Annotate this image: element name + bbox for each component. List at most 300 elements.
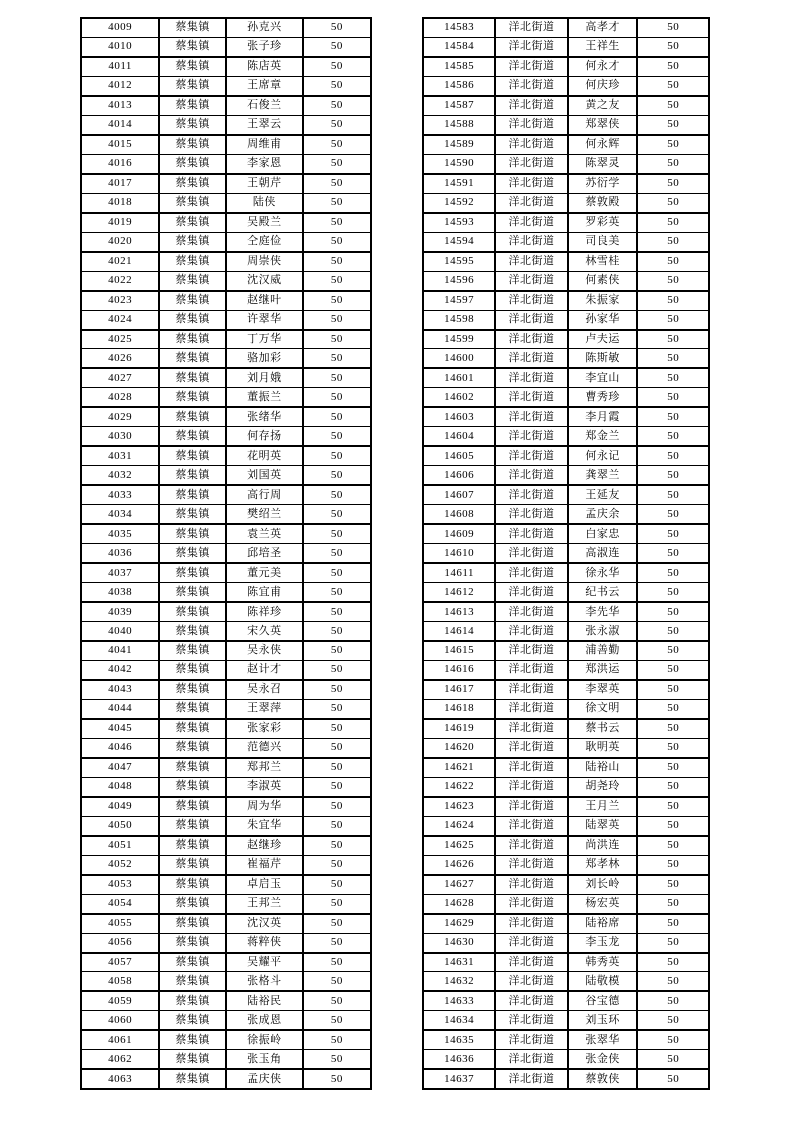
cell-amount: 50 xyxy=(637,758,709,777)
cell-district: 洋北街道 xyxy=(495,446,567,465)
table-row xyxy=(423,349,709,368)
cell-id: 4019 xyxy=(81,213,159,232)
table-row xyxy=(423,466,709,485)
cell-person-name: 郑金兰 xyxy=(568,427,638,446)
cell-amount: 50 xyxy=(637,855,709,874)
cell-id: 14584 xyxy=(423,37,495,56)
cell-amount: 50 xyxy=(303,349,371,368)
cell-person-name: 张玉角 xyxy=(226,1050,303,1069)
cell-district: 洋北街道 xyxy=(495,368,567,387)
table-row xyxy=(81,1011,371,1030)
cell-district: 蔡集镇 xyxy=(159,991,226,1010)
cell-amount: 50 xyxy=(637,213,709,232)
cell-id: 14611 xyxy=(423,563,495,582)
cell-person-name: 陈祥珍 xyxy=(226,602,303,621)
cell-district: 洋北街道 xyxy=(495,76,567,95)
table-row xyxy=(81,524,371,543)
cell-person-name: 袁兰英 xyxy=(226,524,303,543)
cell-amount: 50 xyxy=(637,76,709,95)
table-row xyxy=(423,368,709,387)
cell-id: 4059 xyxy=(81,991,159,1010)
cell-id: 14610 xyxy=(423,544,495,563)
cell-amount: 50 xyxy=(637,1011,709,1030)
cell-id: 14594 xyxy=(423,232,495,251)
cell-amount: 50 xyxy=(303,933,371,952)
cell-district: 蔡集镇 xyxy=(159,622,226,641)
cell-district: 洋北街道 xyxy=(495,37,567,56)
cell-amount: 50 xyxy=(303,738,371,757)
cell-amount: 50 xyxy=(303,330,371,349)
cell-amount: 50 xyxy=(303,680,371,699)
cell-id: 14602 xyxy=(423,388,495,407)
cell-person-name: 郑洪运 xyxy=(568,660,638,679)
table-row xyxy=(423,660,709,679)
table-row xyxy=(81,485,371,504)
table-row xyxy=(81,1069,371,1088)
cell-person-name: 林雪桂 xyxy=(568,252,638,271)
cell-person-name: 王朝芹 xyxy=(226,174,303,193)
cell-amount: 50 xyxy=(303,777,371,796)
cell-district: 洋北街道 xyxy=(495,991,567,1010)
cell-id: 4051 xyxy=(81,836,159,855)
cell-person-name: 张家彩 xyxy=(226,719,303,738)
cell-district: 蔡集镇 xyxy=(159,57,226,76)
cell-amount: 50 xyxy=(637,680,709,699)
cell-id: 14631 xyxy=(423,953,495,972)
table-row xyxy=(81,836,371,855)
table-row xyxy=(423,37,709,56)
cell-amount: 50 xyxy=(637,660,709,679)
cell-district: 蔡集镇 xyxy=(159,1050,226,1069)
table-row xyxy=(81,699,371,718)
cell-district: 蔡集镇 xyxy=(159,953,226,972)
cell-person-name: 谷宝德 xyxy=(568,991,638,1010)
table-row xyxy=(81,563,371,582)
table-row xyxy=(423,544,709,563)
cell-district: 蔡集镇 xyxy=(159,797,226,816)
cell-id: 14601 xyxy=(423,368,495,387)
cell-amount: 50 xyxy=(303,271,371,290)
cell-person-name: 王祥生 xyxy=(568,37,638,56)
cell-amount: 50 xyxy=(637,836,709,855)
cell-amount: 50 xyxy=(303,875,371,894)
cell-id: 4009 xyxy=(81,18,159,37)
cell-district: 蔡集镇 xyxy=(159,135,226,154)
cell-district: 蔡集镇 xyxy=(159,699,226,718)
table-row xyxy=(423,875,709,894)
table-row xyxy=(81,330,371,349)
cell-amount: 50 xyxy=(303,96,371,115)
cell-district: 洋北街道 xyxy=(495,154,567,173)
cell-amount: 50 xyxy=(303,18,371,37)
cell-id: 4047 xyxy=(81,758,159,777)
cell-person-name: 陆裕席 xyxy=(568,914,638,933)
table-row xyxy=(81,602,371,621)
cell-id: 14597 xyxy=(423,291,495,310)
cell-id: 14615 xyxy=(423,641,495,660)
cell-id: 14627 xyxy=(423,875,495,894)
cell-id: 4037 xyxy=(81,563,159,582)
cell-person-name: 郑孝林 xyxy=(568,855,638,874)
table-row xyxy=(423,699,709,718)
cell-district: 洋北街道 xyxy=(495,719,567,738)
cell-person-name: 李翠英 xyxy=(568,680,638,699)
cell-district: 蔡集镇 xyxy=(159,446,226,465)
table-row xyxy=(81,583,371,602)
table-row xyxy=(81,76,371,95)
cell-district: 洋北街道 xyxy=(495,388,567,407)
table-row xyxy=(81,505,371,524)
cell-id: 4044 xyxy=(81,699,159,718)
table-row xyxy=(423,1030,709,1049)
cell-id: 14599 xyxy=(423,330,495,349)
cell-amount: 50 xyxy=(303,407,371,426)
cell-id: 14624 xyxy=(423,816,495,835)
cell-district: 洋北街道 xyxy=(495,466,567,485)
cell-amount: 50 xyxy=(303,1030,371,1049)
cell-district: 蔡集镇 xyxy=(159,914,226,933)
cell-person-name: 尚洪连 xyxy=(568,836,638,855)
table-row xyxy=(81,18,371,37)
cell-district: 洋北街道 xyxy=(495,193,567,212)
cell-amount: 50 xyxy=(637,544,709,563)
cell-person-name: 吴殿兰 xyxy=(226,213,303,232)
table-row xyxy=(81,797,371,816)
cell-person-name: 郑邦兰 xyxy=(226,758,303,777)
table-row xyxy=(81,953,371,972)
table-row xyxy=(423,505,709,524)
cell-id: 4012 xyxy=(81,76,159,95)
cell-person-name: 张翠华 xyxy=(568,1030,638,1049)
cell-district: 蔡集镇 xyxy=(159,291,226,310)
cell-person-name: 陆翠英 xyxy=(568,816,638,835)
left-table xyxy=(80,17,372,1090)
table-row xyxy=(81,544,371,563)
cell-amount: 50 xyxy=(303,758,371,777)
cell-district: 蔡集镇 xyxy=(159,271,226,290)
cell-district: 洋北街道 xyxy=(495,1011,567,1030)
cell-id: 4022 xyxy=(81,271,159,290)
cell-id: 14613 xyxy=(423,602,495,621)
table-row xyxy=(423,1011,709,1030)
cell-amount: 50 xyxy=(637,933,709,952)
cell-district: 洋北街道 xyxy=(495,115,567,134)
cell-person-name: 蒋粹侠 xyxy=(226,933,303,952)
cell-person-name: 何素侠 xyxy=(568,271,638,290)
cell-district: 蔡集镇 xyxy=(159,738,226,757)
cell-id: 14585 xyxy=(423,57,495,76)
cell-amount: 50 xyxy=(637,330,709,349)
cell-id: 4052 xyxy=(81,855,159,874)
cell-district: 蔡集镇 xyxy=(159,505,226,524)
table-row xyxy=(423,135,709,154)
table-row xyxy=(81,427,371,446)
table-row xyxy=(81,894,371,913)
table-row xyxy=(81,641,371,660)
table-row xyxy=(81,855,371,874)
cell-person-name: 韩秀英 xyxy=(568,953,638,972)
cell-person-name: 白家忠 xyxy=(568,524,638,543)
cell-id: 4040 xyxy=(81,622,159,641)
cell-id: 14625 xyxy=(423,836,495,855)
cell-id: 14607 xyxy=(423,485,495,504)
cell-amount: 50 xyxy=(637,96,709,115)
cell-district: 洋北街道 xyxy=(495,797,567,816)
table-row xyxy=(81,777,371,796)
cell-person-name: 陆侠 xyxy=(226,193,303,212)
cell-person-name: 骆加彩 xyxy=(226,349,303,368)
cell-district: 洋北街道 xyxy=(495,330,567,349)
cell-id: 4049 xyxy=(81,797,159,816)
cell-person-name: 李玉龙 xyxy=(568,933,638,952)
cell-district: 蔡集镇 xyxy=(159,777,226,796)
cell-district: 洋北街道 xyxy=(495,271,567,290)
table-row xyxy=(81,914,371,933)
table-row xyxy=(81,680,371,699)
cell-person-name: 陆敬模 xyxy=(568,972,638,991)
cell-district: 蔡集镇 xyxy=(159,232,226,251)
cell-amount: 50 xyxy=(637,1050,709,1069)
cell-person-name: 吴永召 xyxy=(226,680,303,699)
cell-id: 4034 xyxy=(81,505,159,524)
cell-amount: 50 xyxy=(303,1069,371,1088)
table-row xyxy=(81,407,371,426)
cell-person-name: 刘玉环 xyxy=(568,1011,638,1030)
cell-amount: 50 xyxy=(303,641,371,660)
cell-id: 4057 xyxy=(81,953,159,972)
cell-id: 14592 xyxy=(423,193,495,212)
cell-amount: 50 xyxy=(303,544,371,563)
cell-person-name: 李宜山 xyxy=(568,368,638,387)
cell-id: 14614 xyxy=(423,622,495,641)
cell-district: 洋北街道 xyxy=(495,953,567,972)
table-row xyxy=(423,855,709,874)
table-row xyxy=(423,777,709,796)
table-row xyxy=(423,1050,709,1069)
cell-district: 蔡集镇 xyxy=(159,583,226,602)
cell-person-name: 张金侠 xyxy=(568,1050,638,1069)
cell-person-name: 王月兰 xyxy=(568,797,638,816)
cell-district: 蔡集镇 xyxy=(159,602,226,621)
cell-person-name: 陆裕山 xyxy=(568,758,638,777)
cell-id: 4060 xyxy=(81,1011,159,1030)
cell-person-name: 何存扬 xyxy=(226,427,303,446)
cell-id: 14634 xyxy=(423,1011,495,1030)
cell-amount: 50 xyxy=(637,1030,709,1049)
cell-id: 14616 xyxy=(423,660,495,679)
cell-person-name: 周为华 xyxy=(226,797,303,816)
cell-district: 洋北街道 xyxy=(495,602,567,621)
cell-person-name: 纪书云 xyxy=(568,583,638,602)
cell-amount: 50 xyxy=(637,271,709,290)
cell-district: 洋北街道 xyxy=(495,622,567,641)
cell-district: 洋北街道 xyxy=(495,583,567,602)
cell-person-name: 曹秀珍 xyxy=(568,388,638,407)
cell-district: 蔡集镇 xyxy=(159,407,226,426)
cell-id: 14626 xyxy=(423,855,495,874)
cell-amount: 50 xyxy=(303,972,371,991)
cell-id: 14630 xyxy=(423,933,495,952)
cell-amount: 50 xyxy=(637,816,709,835)
cell-amount: 50 xyxy=(303,797,371,816)
cell-amount: 50 xyxy=(303,583,371,602)
cell-amount: 50 xyxy=(637,485,709,504)
cell-id: 4024 xyxy=(81,310,159,329)
cell-person-name: 吴耀平 xyxy=(226,953,303,972)
cell-person-name: 徐文明 xyxy=(568,699,638,718)
table-row xyxy=(423,758,709,777)
cell-id: 14635 xyxy=(423,1030,495,1049)
table-row xyxy=(423,271,709,290)
cell-amount: 50 xyxy=(303,310,371,329)
cell-district: 洋北街道 xyxy=(495,641,567,660)
cell-amount: 50 xyxy=(637,115,709,134)
cell-person-name: 何永记 xyxy=(568,446,638,465)
cell-person-name: 徐永华 xyxy=(568,563,638,582)
cell-district: 洋北街道 xyxy=(495,933,567,952)
cell-id: 4050 xyxy=(81,816,159,835)
table-row xyxy=(81,310,371,329)
table-row xyxy=(423,388,709,407)
cell-person-name: 刘月娥 xyxy=(226,368,303,387)
cell-amount: 50 xyxy=(637,953,709,972)
cell-amount: 50 xyxy=(303,563,371,582)
cell-person-name: 蔡书云 xyxy=(568,719,638,738)
cell-district: 洋北街道 xyxy=(495,914,567,933)
cell-amount: 50 xyxy=(637,622,709,641)
cell-person-name: 范德兴 xyxy=(226,738,303,757)
cell-id: 4046 xyxy=(81,738,159,757)
cell-amount: 50 xyxy=(637,505,709,524)
table-row xyxy=(81,388,371,407)
cell-amount: 50 xyxy=(637,602,709,621)
cell-amount: 50 xyxy=(637,18,709,37)
cell-person-name: 张成恩 xyxy=(226,1011,303,1030)
cell-district: 蔡集镇 xyxy=(159,388,226,407)
cell-amount: 50 xyxy=(303,855,371,874)
cell-person-name: 蔡敦侠 xyxy=(568,1069,638,1088)
cell-amount: 50 xyxy=(303,1011,371,1030)
table-row xyxy=(423,330,709,349)
table-row xyxy=(423,894,709,913)
cell-district: 洋北街道 xyxy=(495,57,567,76)
cell-person-name: 陆裕民 xyxy=(226,991,303,1010)
cell-amount: 50 xyxy=(303,232,371,251)
cell-person-name: 孟庆余 xyxy=(568,505,638,524)
cell-id: 4041 xyxy=(81,641,159,660)
cell-amount: 50 xyxy=(303,174,371,193)
cell-id: 4035 xyxy=(81,524,159,543)
cell-person-name: 孟庆侠 xyxy=(226,1069,303,1088)
cell-district: 蔡集镇 xyxy=(159,933,226,952)
cell-id: 14600 xyxy=(423,349,495,368)
cell-person-name: 杨宏英 xyxy=(568,894,638,913)
cell-person-name: 张格斗 xyxy=(226,972,303,991)
cell-amount: 50 xyxy=(637,738,709,757)
cell-amount: 50 xyxy=(637,875,709,894)
cell-district: 蔡集镇 xyxy=(159,485,226,504)
cell-district: 洋北街道 xyxy=(495,18,567,37)
cell-amount: 50 xyxy=(637,310,709,329)
table-row xyxy=(423,154,709,173)
cell-district: 洋北街道 xyxy=(495,894,567,913)
cell-id: 14628 xyxy=(423,894,495,913)
cell-person-name: 苏衍学 xyxy=(568,174,638,193)
cell-id: 4029 xyxy=(81,407,159,426)
cell-id: 4011 xyxy=(81,57,159,76)
cell-amount: 50 xyxy=(637,252,709,271)
cell-id: 4055 xyxy=(81,914,159,933)
cell-person-name: 胡尧玲 xyxy=(568,777,638,796)
cell-person-name: 陈翠灵 xyxy=(568,154,638,173)
table-row xyxy=(423,680,709,699)
table-row xyxy=(423,1069,709,1088)
cell-person-name: 崔福芹 xyxy=(226,855,303,874)
cell-person-name: 何庆珍 xyxy=(568,76,638,95)
cell-person-name: 张永淑 xyxy=(568,622,638,641)
table-row xyxy=(81,368,371,387)
table-row xyxy=(423,446,709,465)
cell-district: 洋北街道 xyxy=(495,738,567,757)
cell-district: 洋北街道 xyxy=(495,816,567,835)
cell-amount: 50 xyxy=(303,699,371,718)
cell-person-name: 石俊兰 xyxy=(226,96,303,115)
cell-id: 4043 xyxy=(81,680,159,699)
cell-district: 蔡集镇 xyxy=(159,563,226,582)
cell-id: 4062 xyxy=(81,1050,159,1069)
cell-amount: 50 xyxy=(637,174,709,193)
cell-person-name: 丁万华 xyxy=(226,330,303,349)
cell-person-name: 何永才 xyxy=(568,57,638,76)
table-row xyxy=(81,1030,371,1049)
cell-district: 洋北街道 xyxy=(495,680,567,699)
cell-id: 4039 xyxy=(81,602,159,621)
cell-district: 蔡集镇 xyxy=(159,524,226,543)
table-row xyxy=(81,271,371,290)
table-row xyxy=(423,485,709,504)
cell-person-name: 王席章 xyxy=(226,76,303,95)
cell-amount: 50 xyxy=(637,193,709,212)
cell-district: 洋北街道 xyxy=(495,1030,567,1049)
table-row xyxy=(423,524,709,543)
table-row xyxy=(423,602,709,621)
cell-id: 4026 xyxy=(81,349,159,368)
cell-amount: 50 xyxy=(303,602,371,621)
cell-id: 4017 xyxy=(81,174,159,193)
cell-person-name: 沈汉威 xyxy=(226,271,303,290)
table-row xyxy=(81,154,371,173)
table-row xyxy=(423,836,709,855)
table-row xyxy=(423,232,709,251)
cell-id: 14633 xyxy=(423,991,495,1010)
cell-amount: 50 xyxy=(637,797,709,816)
cell-district: 洋北街道 xyxy=(495,1069,567,1088)
table-row xyxy=(81,96,371,115)
cell-id: 14590 xyxy=(423,154,495,173)
cell-amount: 50 xyxy=(637,388,709,407)
table-row xyxy=(423,291,709,310)
cell-id: 14588 xyxy=(423,115,495,134)
cell-id: 14636 xyxy=(423,1050,495,1069)
cell-amount: 50 xyxy=(303,57,371,76)
cell-person-name: 何永辉 xyxy=(568,135,638,154)
cell-district: 洋北街道 xyxy=(495,174,567,193)
cell-district: 洋北街道 xyxy=(495,349,567,368)
cell-person-name: 陈宜甫 xyxy=(226,583,303,602)
cell-person-name: 吴永侠 xyxy=(226,641,303,660)
cell-amount: 50 xyxy=(303,466,371,485)
cell-district: 蔡集镇 xyxy=(159,680,226,699)
